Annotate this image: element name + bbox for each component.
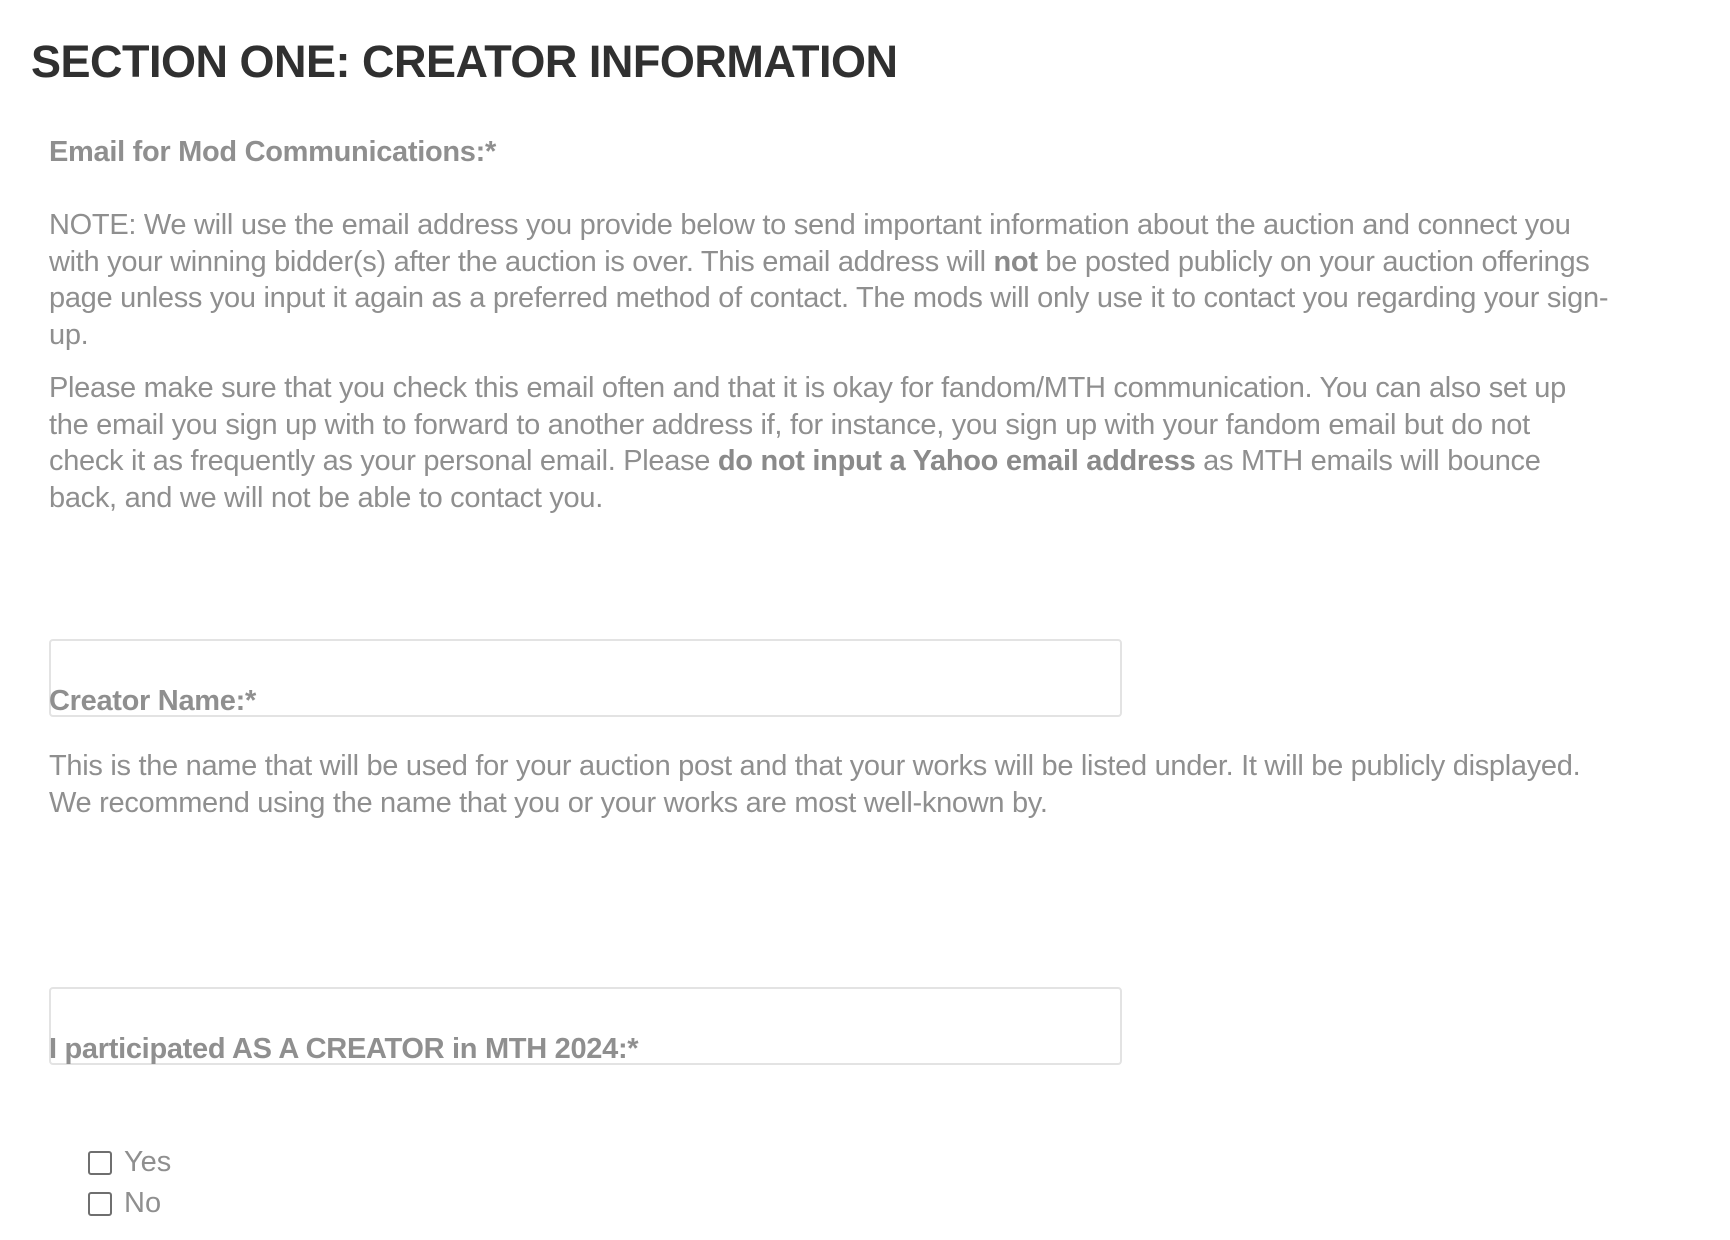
email-field-label: Email for Mod Communications:* xyxy=(49,136,496,168)
yes-checkbox[interactable] xyxy=(88,1151,112,1175)
email-note-emphasis: not xyxy=(993,245,1038,278)
email-note-paragraph xyxy=(49,207,1609,353)
no-option-label: No xyxy=(124,1187,162,1219)
no-checkbox[interactable] xyxy=(88,1192,112,1216)
participation-label: I participated AS A CREATOR in MTH 2024:* xyxy=(49,1033,639,1065)
option-yes[interactable] xyxy=(88,1146,171,1179)
creator-name-description: This is the name that will be used for your auction post and that your works will be listed under. It will be publicly displayed. We recommend using the name that you or your works are most well-known by. xyxy=(49,750,1581,819)
email-note-text-2: be posted publicly on your auction offerings page unless you input it again as a preferred method of contact. The mods will only use it to contact you regarding your sign-up. xyxy=(49,245,1609,351)
option-no[interactable] xyxy=(88,1187,161,1220)
creator-name-label: Creator Name:* xyxy=(49,685,256,717)
yes-option-label: Yes xyxy=(124,1146,172,1178)
email-instructions-text-2: as MTH emails will bounce back, and we will not be able to contact you. xyxy=(49,445,1541,514)
email-instructions-text-1: Please make sure that you check this email often and that it is okay for fandom/MTH communication. You can also set up the email you sign up with to forward to another address if, for instance, you sign up with your fandom email but do not check it as frequently as your personal email. Please xyxy=(49,372,1566,477)
yahoo-warning-emphasis: do not input a Yahoo email address xyxy=(717,445,1196,477)
email-note-text-1: NOTE: We will use the email address you provide below to send important information about the auction and connect you with your winning bidder(s) after the auction is over. This email address will xyxy=(49,209,1571,278)
email-instructions-paragraph xyxy=(49,370,1609,516)
section-title: SECTION ONE: CREATOR INFORMATION xyxy=(31,36,898,87)
